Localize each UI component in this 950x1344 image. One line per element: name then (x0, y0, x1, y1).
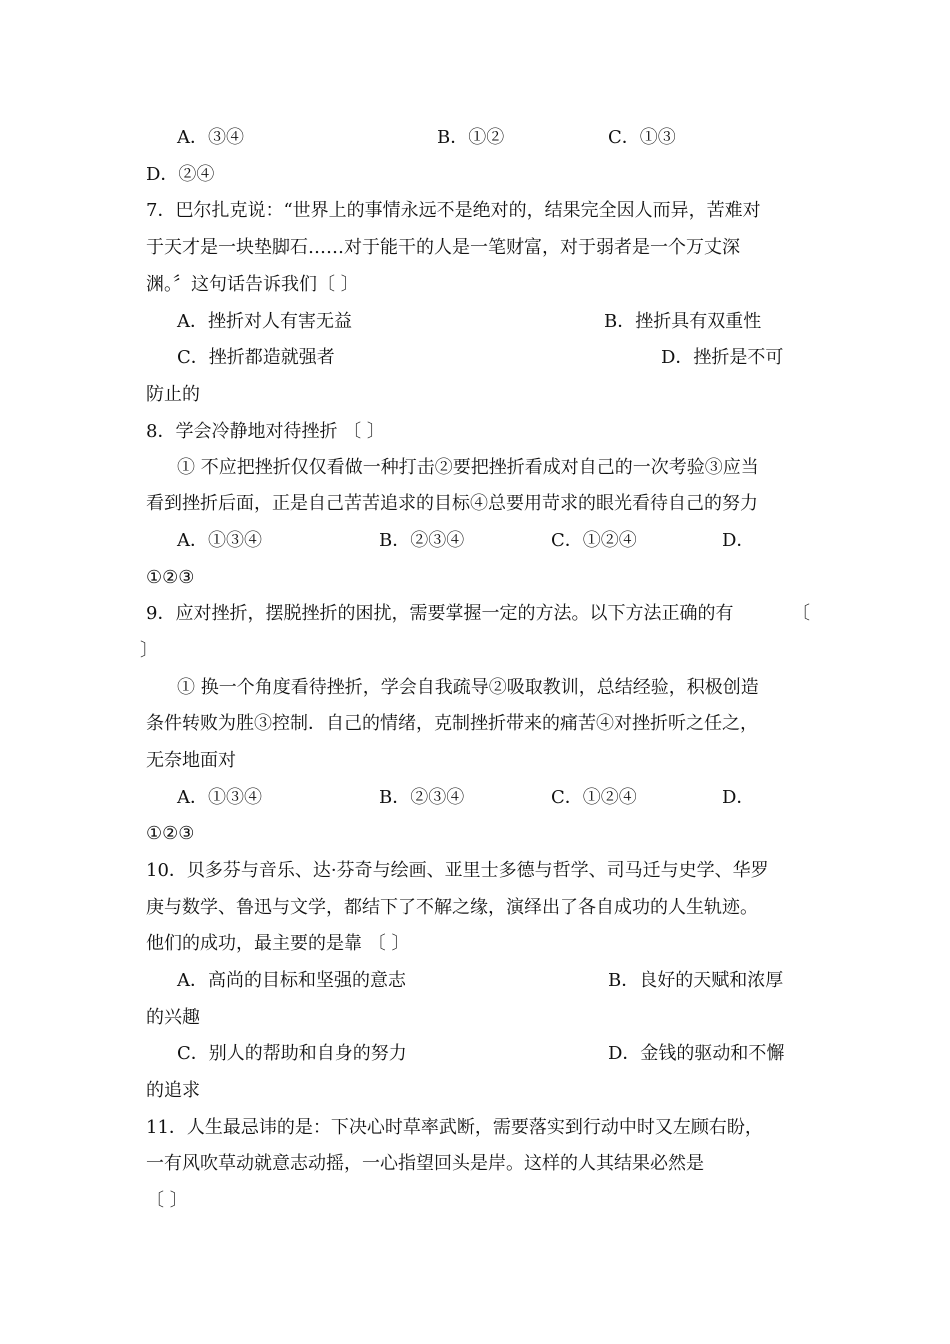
q8-items-line-1: ① 不应把挫折仅仅看做一种打击②要把挫折看成对自己的一次考验③应当 (177, 457, 759, 478)
q9-option-c: C．①②④ (551, 787, 637, 808)
q9-option-a: A．①③④ (177, 787, 262, 808)
q7-stem-line-1: 7．巴尔扎克说：“世界上的事情永远不是绝对的，结果完全因人而异，苦难对 (146, 200, 761, 221)
q7-option-d-cont: 防止的 (146, 384, 200, 405)
q9-option-d-cont: ①②③ (146, 823, 195, 844)
q9-stem-line-1: 9．应对挫折，摆脱挫折的困扰，需要掌握一定的方法。以下方法正确的有 (146, 603, 734, 624)
q8-items-line-2: 看到挫折后面，正是自己苦苦追求的目标④总要用苛求的眼光看待自己的努力 (146, 493, 758, 514)
q8-option-b: B．②③④ (379, 530, 465, 551)
q10-option-c: C．别人的帮助和自身的努力 (177, 1043, 407, 1064)
q10-option-a: A．高尚的目标和坚强的意志 (177, 970, 406, 991)
q6-option-c: C．①③ (608, 127, 676, 148)
q11-stem-line-1: 11．人生最忌讳的是：下决心时草率武断，需要落实到行动中时又左顾右盼， (146, 1117, 763, 1138)
q11-stem-line-3: 〔 〕 (146, 1190, 188, 1211)
q10-option-d: D．金钱的驱动和不懈 (608, 1043, 785, 1064)
q8-option-d-cont: ①②③ (146, 567, 195, 588)
q11-stem-line-2: 一有风吹草动就意志动摇，一心指望回头是岸。这样的人其结果必然是 (146, 1153, 704, 1174)
q6-option-d: D．②④ (146, 164, 215, 185)
q6-option-b: B．①② (437, 127, 505, 148)
q8-option-d: D． (722, 530, 755, 551)
q8-option-a: A．①③④ (177, 530, 262, 551)
q7-option-a: A．挫折对人有害无益 (177, 311, 352, 332)
q9-option-b: B．②③④ (379, 787, 465, 808)
q7-option-b: B．挫折具有双重性 (604, 311, 762, 332)
q10-option-b-cont: 的兴趣 (146, 1007, 200, 1028)
q9-option-d: D． (722, 787, 755, 808)
q7-option-d: D．挫折是不可 (661, 347, 784, 368)
q10-option-b: B．良好的天赋和浓厚 (608, 970, 784, 991)
q8-option-c: C．①②④ (551, 530, 637, 551)
q7-stem-line-2: 于天才是一块垫脚石……对于能干的人是一笔财富，对于弱者是一个万丈深 (146, 237, 740, 258)
q7-stem-line-3: 渊。〞这句话告诉我们〔 〕 (146, 274, 359, 295)
q10-stem-line-3: 他们的成功，最主要的是靠 〔 〕 (146, 933, 410, 954)
q9-items-line-1: ① 换一个角度看待挫折，学会自我疏导②吸取教训，总结经验，积极创造 (177, 677, 759, 698)
q10-stem-line-1: 10．贝多芬与音乐、达·芬奇与绘画、亚里士多德与哲学、司马迁与史学、华罗 (146, 860, 769, 881)
q10-option-d-cont: 的追求 (146, 1080, 200, 1101)
q9-stem-paren-open: 〔 (792, 603, 810, 624)
q9-stem-line-2: 〕 (140, 640, 158, 661)
q10-stem-line-2: 庚与数学、鲁迅与文学，都结下了不解之缘，演绎出了各自成功的人生轨迹。 (146, 897, 758, 918)
q9-items-line-3: 无奈地面对 (146, 750, 236, 771)
q7-option-c: C．挫折都造就强者 (177, 347, 335, 368)
q6-option-a: A．③④ (177, 127, 244, 148)
q8-stem: 8．学会冷静地对待挫折 〔 〕 (146, 421, 385, 442)
q9-items-line-2: 条件转败为胜③控制．自己的情绪，克制挫折带来的痛苦④对挫折听之任之， (146, 713, 758, 734)
